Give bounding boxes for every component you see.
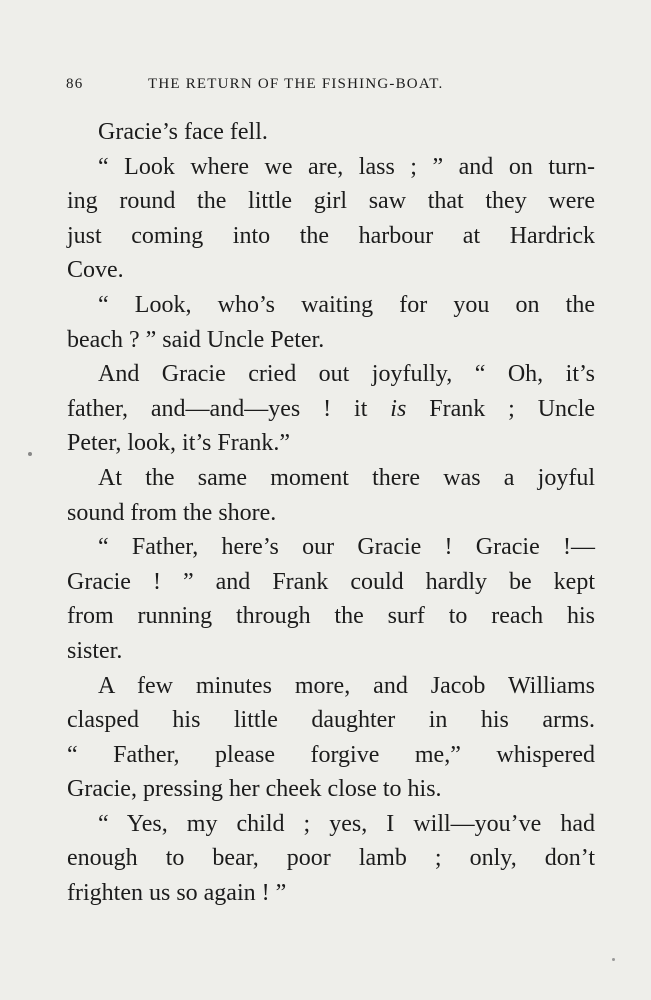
text-line: And Gracie cried out joyfully, “ Oh, it’s: [98, 361, 595, 388]
page-header: [66, 76, 596, 100]
text-line: Gracie’s face fell.: [98, 119, 268, 145]
text-line: At the same moment there was a joyful: [98, 464, 595, 491]
text-line: from running through the surf to reach his: [67, 603, 595, 630]
text-line: sound from the shore.: [67, 499, 277, 526]
text-line: just coming into the harbour at Hardrick: [67, 222, 595, 249]
paper-speck: [28, 452, 32, 456]
text-line: Gracie ! ” and Frank could hardly be kept: [67, 568, 595, 595]
page-number: 86: [66, 76, 84, 92]
text-segment: father, and—and—yes ! it: [67, 395, 368, 422]
text-line: sister.: [67, 637, 123, 664]
text-line: enough to bear, poor lamb ; only, don’t: [67, 845, 595, 872]
text-line: “ Look where we are, lass ; ” and on turn-: [98, 153, 595, 180]
text-line: Peter, look, it’s Frank.”: [67, 430, 291, 457]
text-line-mixed: [67, 392, 595, 427]
paper-speck: [612, 958, 615, 961]
text-line: beach ? ” said Uncle Peter.: [67, 326, 325, 353]
text-line: “ Look, who’s waiting for you on the: [98, 291, 595, 318]
page-body: [67, 115, 595, 911]
text-line: frighten us so again ! ”: [67, 880, 287, 907]
text-line: ing round the little girl saw that they were: [67, 188, 595, 215]
text-segment: Frank ; Uncle: [429, 395, 596, 422]
running-head: THE RETURN OF THE FISHING-BOAT.: [148, 76, 444, 92]
text-line: Cove.: [67, 257, 124, 284]
text-line: Gracie, pressing her cheek close to his.: [67, 776, 442, 803]
text-line: “ Father, please forgive me,” whispered: [67, 741, 595, 768]
text-line: “ Father, here’s our Gracie ! Gracie !—: [98, 534, 595, 561]
text-line: A few minutes more, and Jacob Williams: [98, 672, 595, 699]
text-line: “ Yes, my child ; yes, I will—you’ve had: [98, 810, 595, 837]
text-line: clasped his little daughter in his arms.: [67, 707, 595, 734]
italic-emphasis: is: [390, 395, 407, 422]
